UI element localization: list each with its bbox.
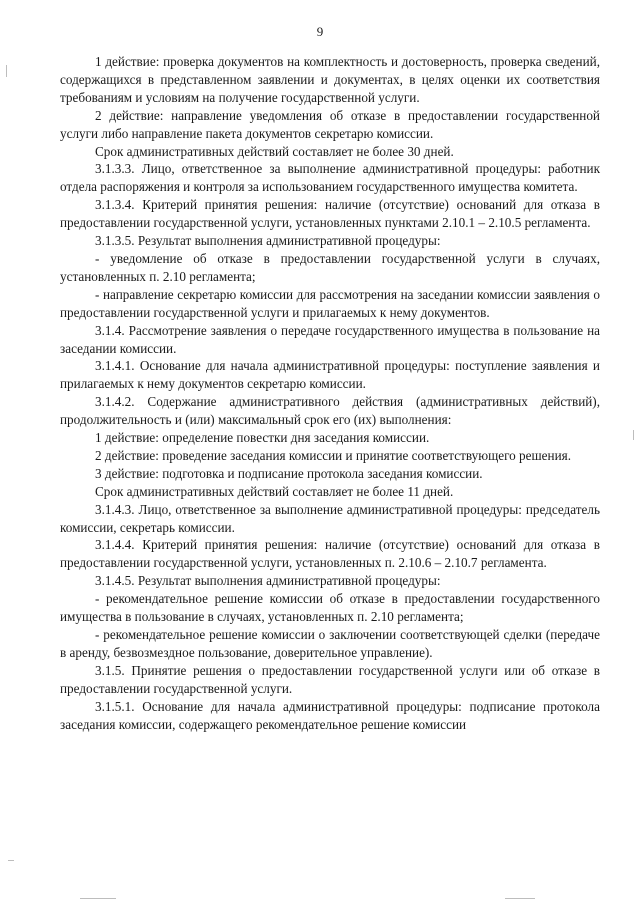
scan-mark	[8, 860, 14, 861]
paragraph: 1 действие: проверка документов на комплектность и достоверность, проверка сведений, содержащихся в представленном заявлении и документах, в целях оценки их соответствия требованиям и условиям на получение государственной услуги.	[60, 54, 600, 105]
scan-mark	[633, 430, 634, 440]
paragraph: 3.1.4.3. Лицо, ответственное за выполнение административной процедуры: председатель комиссии, секретарь комиссии.	[60, 501, 600, 535]
paragraph: 3 действие: подготовка и подписание протокола заседания комиссии.	[95, 465, 483, 481]
scan-mark	[80, 898, 116, 899]
document-body	[60, 53, 600, 733]
paragraph: 3.1.3.4. Критерий принятия решения: наличие (отсутствие) оснований для отказа в предоставлении государственной услуги, установленных пунктами 2.10.1 – 2.10.5 регламента.	[60, 197, 600, 231]
paragraph: 2 действие: направление уведомления об отказе в предоставлении государственной услуги либо направление пакета документов секретарю комиссии.	[60, 107, 600, 141]
paragraph: 3.1.5. Принятие решения о предоставлении государственной услуги или об отказе в предоставлении государственной услуги.	[60, 662, 600, 696]
list-item: - уведомление об отказе в предоставлении государственной услуги в случаях, установленных п. 2.10 регламента;	[60, 250, 600, 284]
paragraph: 1 действие: определение повестки дня заседания комиссии.	[95, 430, 430, 446]
page-number: 9	[316, 24, 324, 39]
paragraph: 3.1.5.1. Основание для начала административной процедуры: подписание протокола заседания комиссии, содержащего рекомендательное решение комиссии	[60, 698, 600, 732]
paragraph: Срок административных действий составляет не более 30 дней.	[95, 143, 454, 159]
paragraph: Срок административных действий составляет не более 11 дней.	[95, 483, 454, 499]
scan-mark	[6, 65, 7, 77]
paragraph: 3.1.3.5. Результат выполнения административной процедуры:	[95, 233, 441, 249]
list-item: - направление секретарю комиссии для рассмотрения на заседании комиссии заявления о предоставлении государственной услуги и прилагаемых к нему документов.	[60, 286, 600, 320]
list-item: - рекомендательное решение комиссии об отказе в предоставлении государственного имущества в пользование в случаях, установленных п. 2.10 регламента;	[60, 591, 600, 625]
paragraph: 3.1.3.3. Лицо, ответственное за выполнение административной процедуры: работник отдела распоряжения и контроля за использованием государственного имущества комитета.	[60, 161, 600, 195]
paragraph: 3.1.4. Рассмотрение заявления о передаче государственного имущества в пользование на заседании комиссии.	[60, 322, 600, 356]
paragraph: 3.1.4.2. Содержание административного действия (административных действий), продолжительность и (или) максимальный срок его (их) выполнения:	[60, 394, 600, 428]
list-item: - рекомендательное решение комиссии о заключении соответствующей сделки (передаче в аренду, безвозмездное пользование, доверительное управление).	[60, 627, 600, 660]
paragraph: 3.1.4.5. Результат выполнения административной процедуры:	[95, 573, 441, 589]
paragraph: 3.1.4.4. Критерий принятия решения: наличие (отсутствие) оснований для отказа в предоставлении государственной услуги, установленных п. 2.10.6 – 2.10.7 регламента.	[60, 537, 600, 571]
scan-mark	[505, 898, 535, 899]
paragraph: 3.1.4.1. Основание для начала административной процедуры: поступление заявления и прилагаемых к нему документов секретарю комиссии.	[60, 358, 600, 392]
paragraph: 2 действие: проведение заседания комиссии и принятие соответствующего решения.	[95, 447, 571, 463]
